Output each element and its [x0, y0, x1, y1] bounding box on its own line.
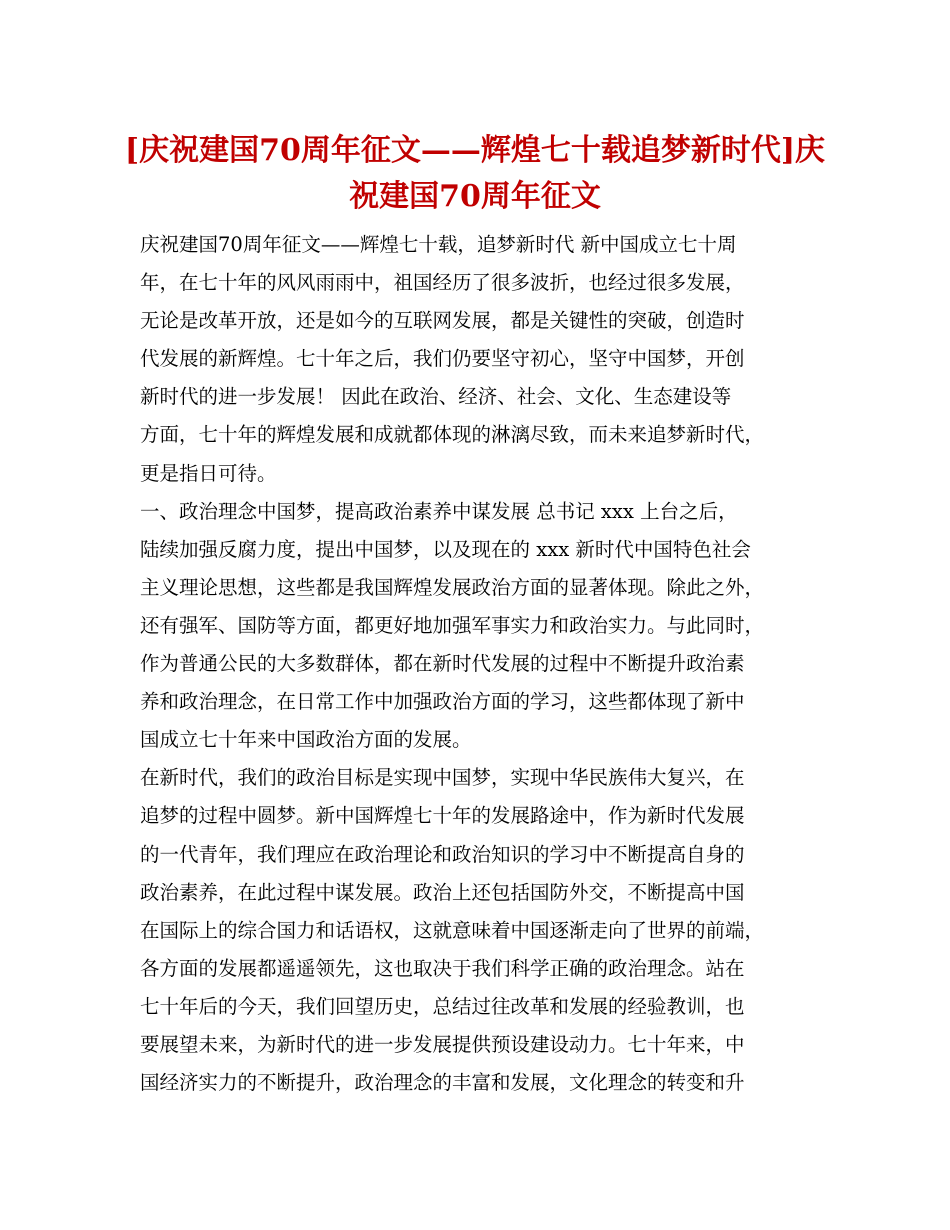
- title-line: 祝建国70周年征文: [349, 179, 601, 214]
- body-line: 一、政治理念中国梦，提高政治素养中谋发展 总书记 xxx 上台之后，: [140, 499, 738, 523]
- document-title: [120, 128, 830, 220]
- body-line: 年，在七十年的风风雨雨中，祖国经历了很多波折，也经过很多发展，: [140, 271, 745, 295]
- body-line: 要展望未来，为新时代的进一步发展提供预设建设动力。七十年来，中: [140, 1032, 745, 1056]
- body-line: 追梦的过程中圆梦。新中国辉煌七十年的发展路途中，作为新时代发展: [140, 804, 745, 828]
- body-line: 更是指日可待。: [140, 461, 277, 485]
- body-line: 庆祝建国70周年征文——辉煌七十载，追梦新时代 新中国成立七十周: [140, 233, 737, 256]
- body-line: 代发展的新辉煌。七十年之后，我们仍要坚守初心，坚守中国梦，开创: [140, 347, 745, 371]
- document-body: [140, 226, 820, 1102]
- body-line: 还有强军、国防等方面，都更好地加强军事实力和政治实力。与此同时，: [140, 613, 765, 637]
- body-line: 主义理论思想，这些都是我国辉煌发展政治方面的显著体现。除此之外，: [140, 575, 765, 599]
- body-line: 国经济实力的不断提升，政治理念的丰富和发展，文化理念的转变和升: [140, 1071, 745, 1095]
- body-line: 各方面的发展都遥遥领先，这也取决于我们科学正确的政治理念。站在: [140, 956, 745, 980]
- body-line: 国成立七十年来中国政治方面的发展。: [140, 728, 472, 752]
- body-line: 作为普通公民的大多数群体，都在新时代发展的过程中不断提升政治素: [140, 652, 745, 676]
- body-line: 七十年后的今天，我们回望历史，总结过往改革和发展的经验教训，也: [140, 994, 745, 1018]
- title-line: [庆祝建国70周年征文——辉煌七十载追梦新时代]庆: [124, 133, 826, 168]
- body-line: 政治素养，在此过程中谋发展。政治上还包括国防外交，不断提高中国: [140, 880, 745, 904]
- body-line: 新时代的进一步发展！ 因此在政治、经济、社会、文化、生态建设等: [140, 385, 732, 409]
- body-line: 无论是改革开放，还是如今的互联网发展，都是关键性的突破，创造时: [140, 309, 745, 333]
- body-line: 养和政治理念，在日常工作中加强政治方面的学习，这些都体现了新中: [140, 690, 745, 714]
- body-line: 陆续加强反腐力度，提出中国梦，以及现在的 xxx 新时代中国特色社会: [140, 537, 751, 561]
- body-line: 在新时代，我们的政治目标是实现中国梦，实现中华民族伟大复兴，在: [140, 766, 745, 790]
- body-line: 的一代青年，我们理应在政治理论和政治知识的学习中不断提高自身的: [140, 842, 745, 866]
- body-line: 方面，七十年的辉煌发展和成就都体现的淋漓尽致，而未来追梦新时代，: [140, 423, 765, 447]
- body-line: 在国际上的综合国力和话语权，这就意味着中国逐渐走向了世界的前端，: [140, 918, 765, 942]
